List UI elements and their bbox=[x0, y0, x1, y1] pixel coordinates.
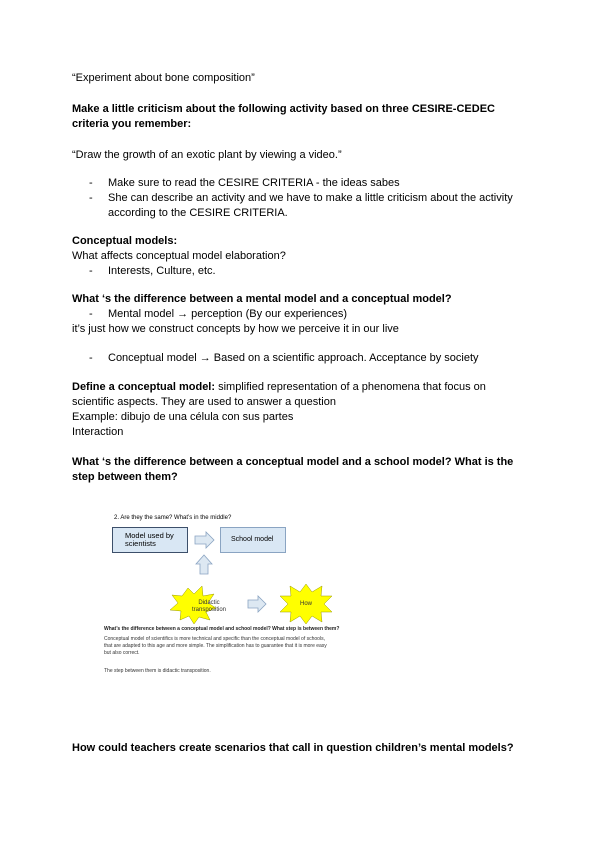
bullet-dash: - bbox=[89, 192, 93, 204]
figure-paragraph-line3: but also correct. bbox=[104, 650, 140, 656]
embedded-figure bbox=[100, 500, 380, 685]
question-criticism-line1: Make a little criticism about the following activity based on three CESIRE-CEDEC bbox=[72, 103, 495, 115]
mental-model-note: it’s just how we construct concepts by how we perceive it in our live bbox=[72, 323, 399, 335]
definition-example: Example: dibujo de una célula con sus partes bbox=[72, 411, 294, 423]
figure-conclusion: The step between them is didactic transposition. bbox=[104, 668, 211, 674]
right-arrow-icon bbox=[248, 596, 266, 612]
figure-shapes bbox=[100, 500, 380, 685]
definition-line2: scientific aspects. They are used to answer a question bbox=[72, 396, 336, 408]
question-conceptual-vs-school-line1: What ‘s the difference between a conceptual model and a school model? What is the bbox=[72, 456, 514, 468]
bullet-dash: - bbox=[89, 308, 93, 320]
question-conceptual-vs-school-line2: step between them? bbox=[72, 471, 178, 483]
up-arrow-icon bbox=[196, 555, 212, 574]
bullet-mental-model: Mental model → perception (By our experiences) bbox=[108, 308, 348, 320]
figure-paragraph-line2: that are adapted to this age and more simple. The simplification has to guarantee that it is more easy bbox=[104, 643, 327, 649]
bullet-conceptual-model: Conceptual model → Based on a scientific approach. Acceptance by society bbox=[108, 352, 479, 364]
bullet-dash: - bbox=[89, 177, 93, 189]
scientist-model-box: Model used by scientists bbox=[112, 527, 188, 553]
bullet-describe-activity: She can describe an activity and we have to make a little criticism about the activity bbox=[108, 192, 513, 204]
bullet-describe-activity-cont: according to the CESIRE CRITERIA. bbox=[108, 207, 288, 219]
definition-interaction: Interaction bbox=[72, 426, 124, 438]
conceptual-models-question: What affects conceptual model elaboration? bbox=[72, 250, 286, 262]
bullet-interests: Interests, Culture, etc. bbox=[108, 265, 216, 277]
figure-heading: What’s the difference between a conceptual model and school model? What step is between them? bbox=[104, 626, 340, 632]
right-arrow-icon bbox=[195, 532, 214, 548]
definition-line1 bbox=[72, 380, 486, 395]
bullet-read-criteria: Make sure to read the CESIRE CRITERIA - the ideas sabes bbox=[108, 177, 400, 189]
definition-label: Define a conceptual model: bbox=[72, 381, 216, 393]
question-teachers-scenarios: How could teachers create scenarios that call in question children’s mental models? bbox=[72, 742, 514, 754]
definition-text: simplified representation of a phenomena that focus on bbox=[215, 381, 486, 393]
figure-question: 2. Are they the same? What’s in the middle? bbox=[114, 515, 232, 521]
didactic-transposition-label: Didactic transposition bbox=[191, 600, 227, 613]
bullet-dash: - bbox=[89, 265, 93, 277]
activity-quote: “Draw the growth of an exotic plant by viewing a video.” bbox=[72, 149, 342, 161]
conceptual-models-heading: Conceptual models: bbox=[72, 235, 178, 247]
figure-paragraph-line1: Conceptual model of scientifics is more technical and specific than the conceptual model of schools, bbox=[104, 636, 325, 642]
how-label: How bbox=[299, 601, 312, 607]
question-mental-vs-conceptual: What ‘s the difference between a mental model and a conceptual model? bbox=[72, 293, 452, 305]
school-model-box: School model bbox=[220, 527, 286, 553]
bullet-dash: - bbox=[89, 352, 93, 364]
experiment-title: “Experiment about bone composition” bbox=[72, 72, 255, 84]
question-criticism-line2: criteria you remember: bbox=[72, 118, 192, 130]
